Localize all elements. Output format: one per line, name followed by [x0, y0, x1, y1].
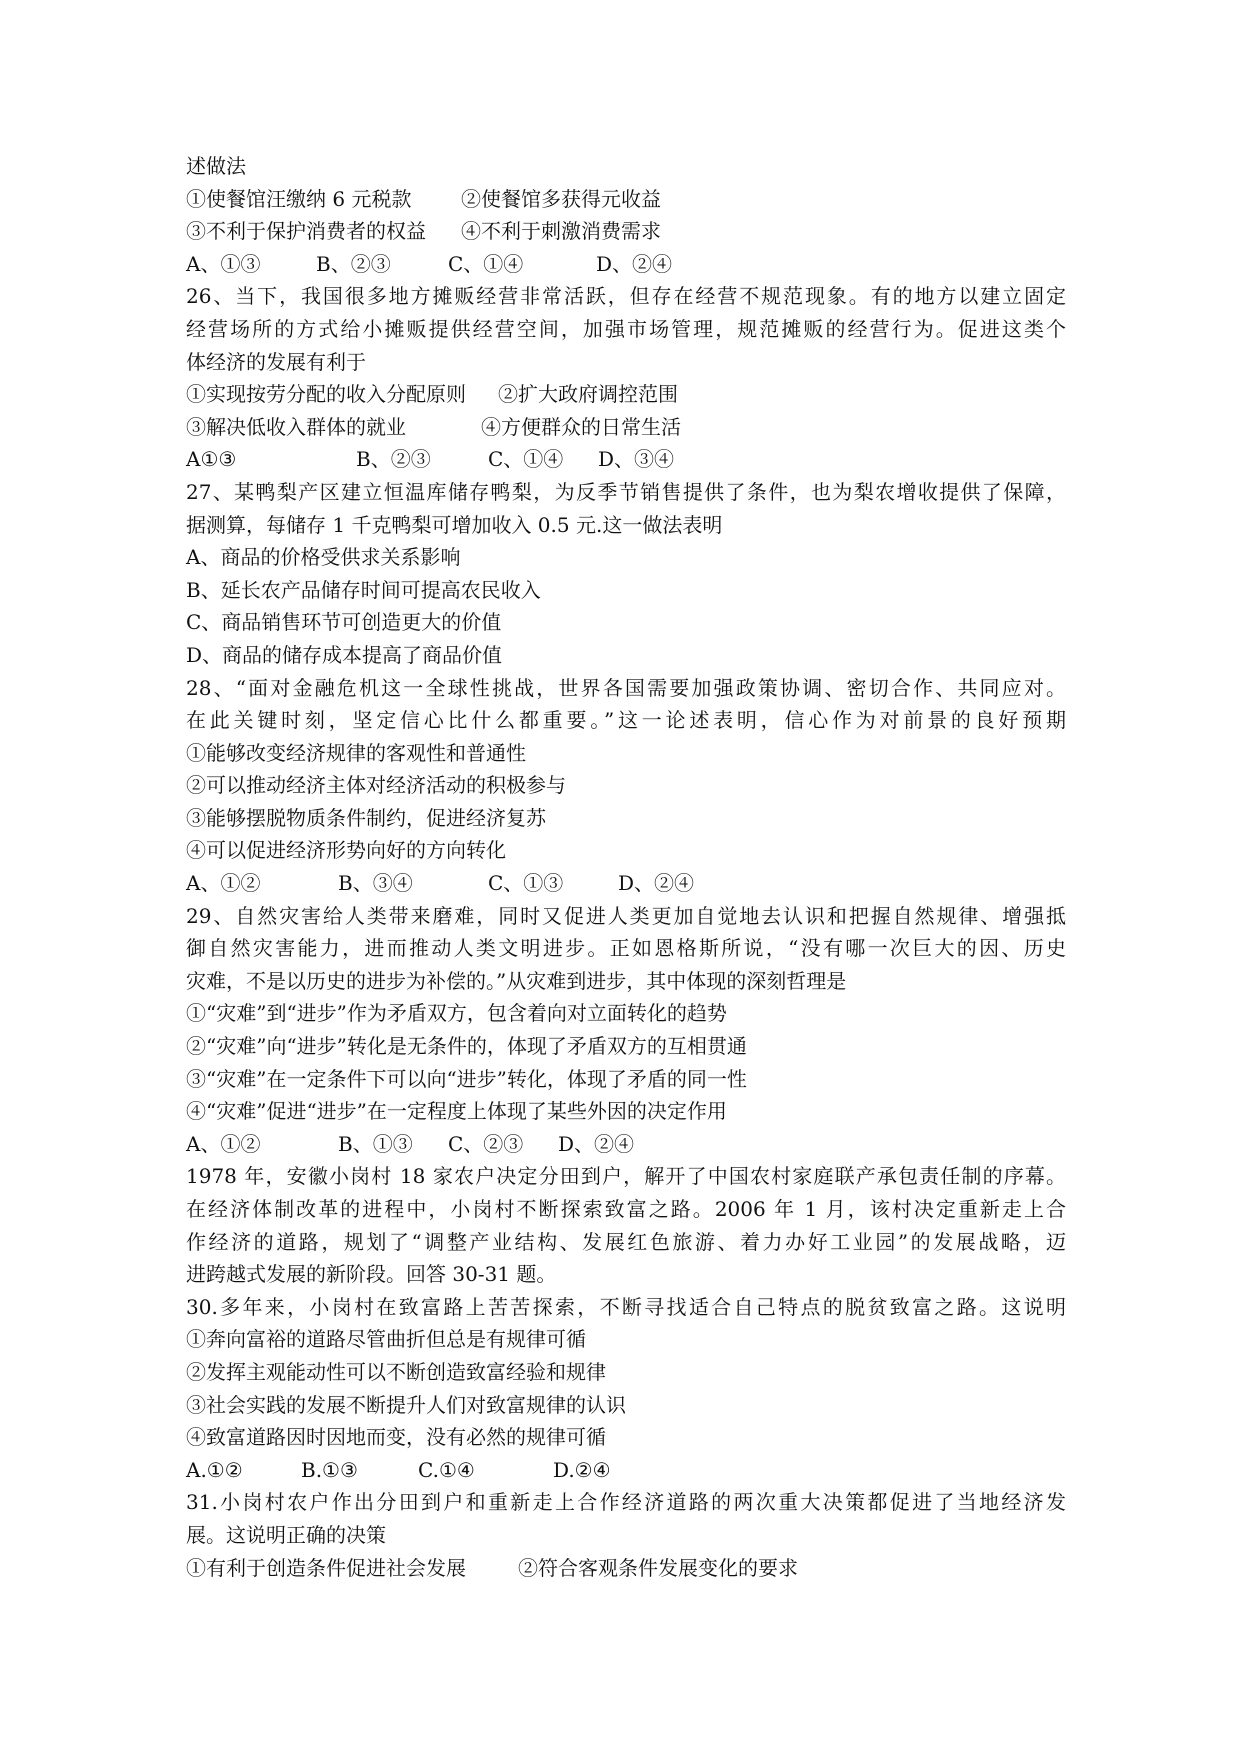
- q25-choice-a: A、①③: [186, 251, 261, 276]
- q28-option-3: ③能够摆脱物质条件制约，促进经济复苏: [186, 805, 546, 830]
- q28-stem-line-1: 28、“面对金融危机这一全球性挑战，世界各国需要加强政策协调、密切合作、共同应对。: [186, 675, 1066, 700]
- q30-choice-d: D.②④: [553, 1457, 611, 1482]
- q29-choice-d: D、②④: [558, 1131, 635, 1156]
- q29-option-1: ①“灾难”到“进步”作为矛盾双方，包含着向对立面转化的趋势: [186, 1001, 727, 1026]
- q26-option-1: ①实现按劳分配的收入分配原则: [186, 382, 466, 407]
- q26-option-2: ②扩大政府调控范围: [498, 382, 678, 407]
- q26-choice-b: B、②③: [356, 447, 431, 472]
- q25-option-4: ④不利于刺激消费需求: [461, 219, 661, 244]
- q30-choice-a: A.①②: [186, 1457, 243, 1482]
- q25-options-row-2: [186, 215, 1066, 248]
- q28-choices: [186, 867, 1066, 900]
- q30-option-2: ②发挥主观能动性可以不断创造致富经验和规律: [186, 1359, 606, 1384]
- q28-choice-d: D、②④: [618, 871, 695, 896]
- q28-option-1: ①能够改变经济规律的客观性和普通性: [186, 740, 526, 765]
- q25-intro-tail: 述做法: [186, 154, 246, 178]
- q28-option-2: ②可以推动经济主体对经济活动的积极参与: [186, 773, 566, 798]
- q28-stem-line-2: 在此关键时刻，坚定信心比什么都重要。”这一论述表明，信心作为对前景的良好预期: [186, 708, 1066, 733]
- q26-choice-d: D、③④: [598, 447, 675, 472]
- q28-choice-b: B、③④: [338, 871, 413, 896]
- q29-choice-b: B、①③: [338, 1131, 413, 1156]
- q26-option-4: ④方便群众的日常生活: [481, 414, 681, 439]
- q25-choice-c: C、①④: [448, 251, 524, 276]
- passage-line-1: 1978 年，安徽小岗村 18 家农户决定分田到户，解开了中国农村家庭联产承包责任制的序幕。: [186, 1164, 1066, 1189]
- q31-stem-line-2: 展。这说明正确的决策: [186, 1522, 386, 1547]
- q30-option-1: ①奔向富裕的道路尽管曲折但总是有规律可循: [186, 1327, 586, 1352]
- q31-stem-line-1: 31.小岗村农户作出分田到户和重新走上合作经济道路的两次重大决策都促进了当地经济发: [186, 1490, 1066, 1515]
- q29-stem-line-1: 29、自然灾害给人类带来磨难，同时又促进人类更加自觉地去认识和把握自然规律、增强抵: [186, 903, 1066, 928]
- q27-option-d: D、商品的储存成本提高了商品价值: [186, 642, 503, 667]
- q25-option-1: ①使餐馆汪缴纳 6 元税款: [186, 186, 412, 211]
- exam-page: [186, 150, 1066, 1584]
- q26-options-row-2: [186, 411, 1066, 444]
- q29-choice-c: C、②③: [448, 1131, 524, 1156]
- q31-options-row-1: [186, 1552, 1066, 1585]
- q29-stem-line-3: 灾难，不是以历史的进步为补偿的。”从灾难到进步，其中体现的深刻哲理是: [186, 968, 847, 993]
- q25-choice-d: D、②④: [596, 251, 673, 276]
- passage-line-2: 在经济体制改革的进程中，小岗村不断探索致富之路。2006 年 1 月，该村决定重新走上合: [186, 1197, 1066, 1221]
- q29-option-3: ③“灾难”在一定条件下可以向“进步”转化，体现了矛盾的同一性: [186, 1066, 747, 1091]
- q30-choice-b: B.①③: [301, 1457, 358, 1482]
- q25-option-3: ③不利于保护消费者的权益: [186, 219, 426, 244]
- passage-line-3: 作经济的道路，规划了“调整产业结构、发展红色旅游、着力办好工业园”的发展战略，迈: [186, 1229, 1066, 1254]
- q29-option-4: ④“灾难”促进“进步”在一定程度上体现了某些外因的决定作用: [186, 1099, 727, 1124]
- q27-option-c: C、商品销售环节可创造更大的价值: [186, 610, 502, 635]
- q30-choice-c: C.①④: [418, 1457, 475, 1482]
- q26-stem-line-2: 经营场所的方式给小摊贩提供经营空间，加强市场管理，规范摊贩的经营行为。促进这类个: [186, 316, 1066, 341]
- passage-line-4: 进跨越式发展的新阶段。回答 30-31 题。: [186, 1262, 557, 1287]
- q26-choices: [186, 443, 1066, 476]
- q26-choice-c: C、①④: [488, 447, 564, 472]
- q27-option-b: B、延长农产品储存时间可提高农民收入: [186, 577, 541, 602]
- q25-choices: [186, 248, 1066, 281]
- q28-choice-c: C、①③: [488, 871, 564, 896]
- q26-option-3: ③解决低收入群体的就业: [186, 414, 406, 439]
- q25-option-2: ②使餐馆多获得元收益: [461, 186, 661, 211]
- q27-stem-line-1: 27、某鸭梨产区建立恒温库储存鸭梨，为反季节销售提供了条件，也为梨农增收提供了保障，: [186, 479, 1066, 504]
- q30-stem: 30.多年来，小岗村在致富路上苦苦探索，不断寻找适合自己特点的脱贫致富之路。这说明: [186, 1294, 1066, 1319]
- q29-option-2: ②“灾难”向“进步”转化是无条件的，体现了矛盾双方的互相贯通: [186, 1034, 747, 1059]
- q30-option-4: ④致富道路因时因地而变，没有必然的规律可循: [186, 1425, 606, 1450]
- q26-stem-line-3: 体经济的发展有利于: [186, 349, 366, 374]
- q27-option-a: A、商品的价格受供求关系影响: [186, 545, 461, 570]
- q30-choices: [186, 1454, 1066, 1487]
- q26-options-row-1: [186, 378, 1066, 411]
- q27-stem-line-2: 据测算，每储存 1 千克鸭梨可增加收入 0.5 元.这一做法表明: [186, 512, 723, 537]
- q26-choice-a: A①③: [186, 447, 237, 472]
- q28-option-4: ④可以促进经济形势向好的方向转化: [186, 838, 506, 863]
- q31-option-2: ②符合客观条件发展变化的要求: [518, 1555, 798, 1580]
- q26-stem-line-1: 26、当下，我国很多地方摊贩经营非常活跃，但存在经营不规范现象。有的地方以建立固定: [186, 284, 1066, 309]
- q28-choice-a: A、①②: [186, 871, 261, 896]
- q31-option-1: ①有利于创造条件促进社会发展: [186, 1555, 466, 1580]
- q25-choice-b: B、②③: [316, 251, 391, 276]
- q29-choices: [186, 1128, 1066, 1161]
- q30-option-3: ③社会实践的发展不断提升人们对致富规律的认识: [186, 1392, 626, 1417]
- q29-choice-a: A、①②: [186, 1131, 261, 1156]
- q25-options-row-1: [186, 183, 1066, 216]
- q29-stem-line-2: 御自然灾害能力，进而推动人类文明进步。正如恩格斯所说，“没有哪一次巨大的因、历史: [186, 936, 1066, 961]
